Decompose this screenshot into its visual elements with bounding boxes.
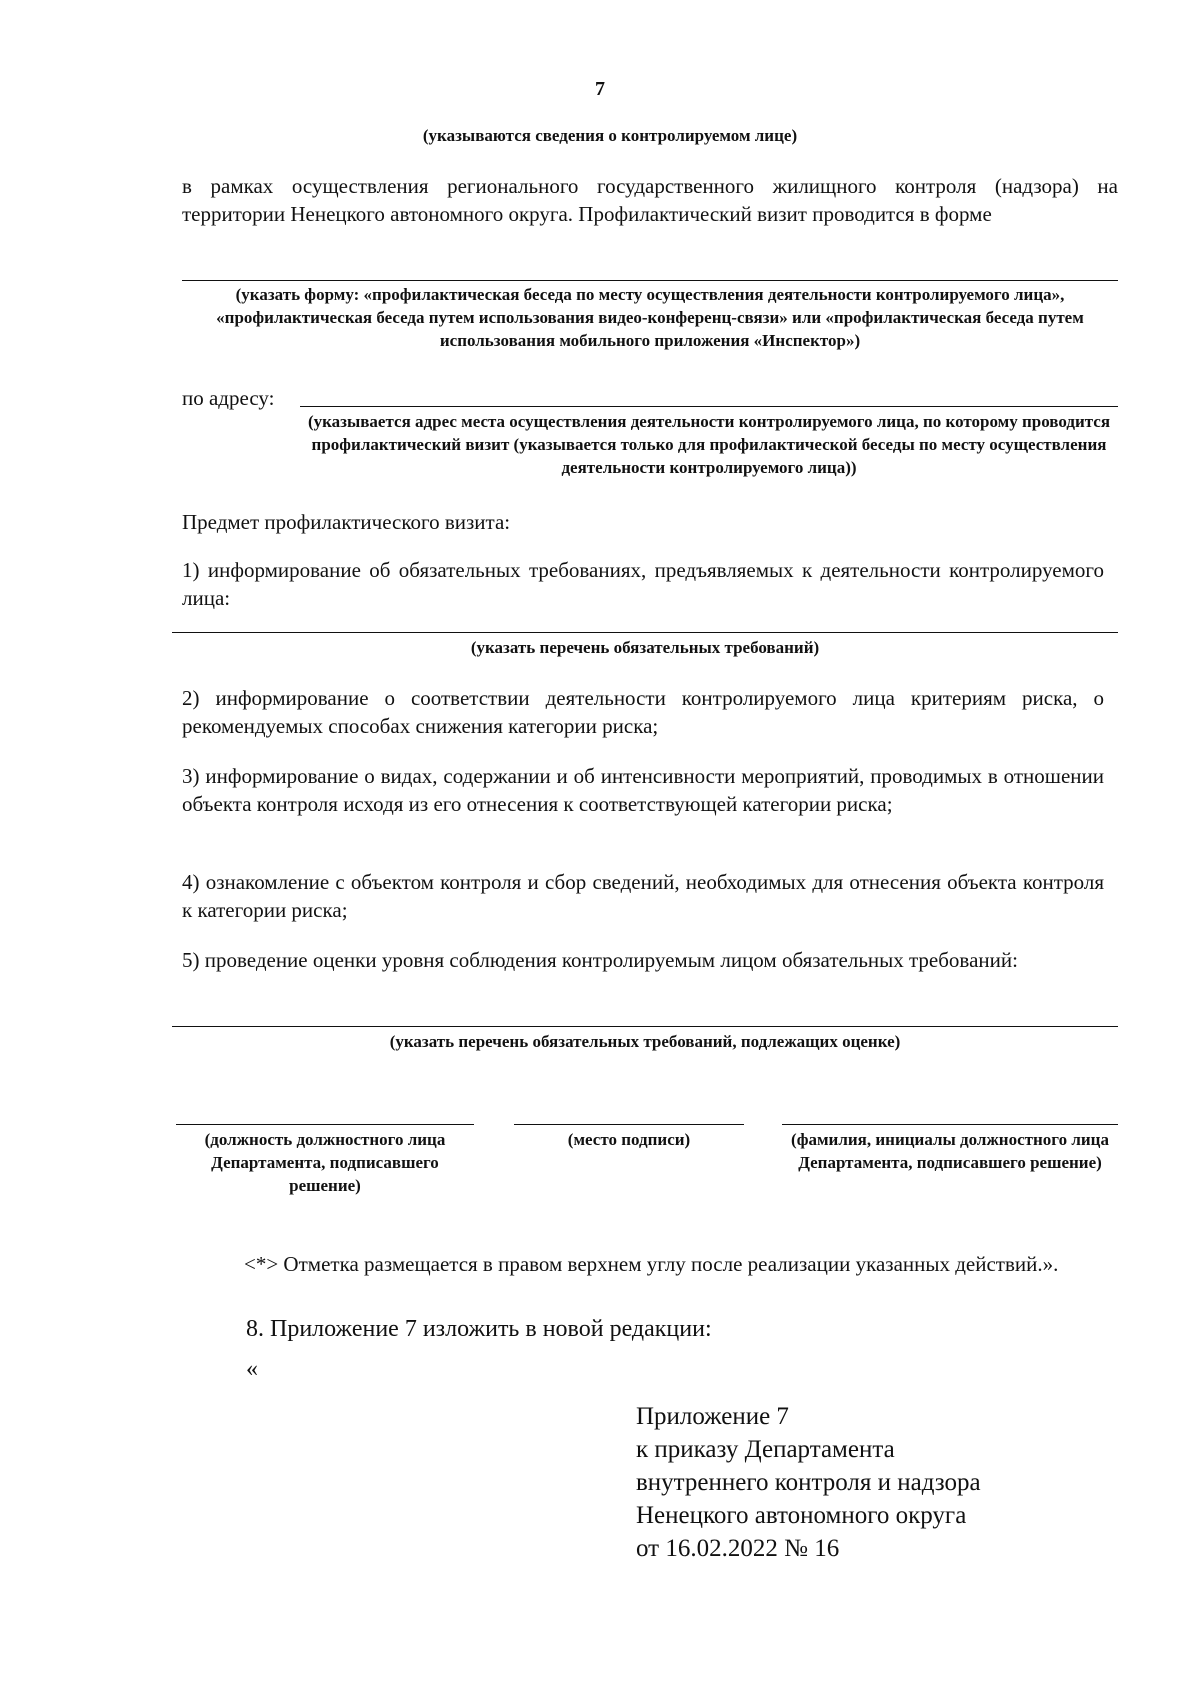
intro-paragraph: в рамках осуществления регионального государственного жилищного контроля (надзора) на территории Ненецкого автономного округа. Профилактический визит проводится в форме: [182, 174, 1118, 226]
item5-caption: (указать перечень обязательных требований, подлежащих оценке): [389, 1032, 901, 1051]
sign-position-rule: [176, 1124, 474, 1125]
amendment-8: 8. Приложение 7 изложить в новой редакции:: [246, 1316, 712, 1342]
form-caption: (указать форму: «профилактическая беседа по месту осуществления деятельности контролируемого лица», «профилактическая беседа путем использования видео-конференц-связи» или «профилактическая беседа путем использования мобильного приложения «Инспектор»): [216, 285, 1084, 350]
appendix-line-1: Приложение 7: [636, 1403, 789, 1430]
open-quote: «: [246, 1356, 258, 1382]
appendix-block: [636, 1400, 1106, 1565]
appendix-line-4: Ненецкого автономного округа: [636, 1502, 967, 1529]
address-label: по адресу:: [182, 386, 275, 410]
item1-caption: (указать перечень обязательных требований): [470, 638, 820, 657]
item5-rule: [172, 1026, 1118, 1027]
address-caption: (указывается адрес места осуществления деятельности контролируемого лица, по которому проводится профилактический визит (указывается только для профилактической беседы по месту осуществления деятельности контролируемого лица)): [307, 412, 1111, 477]
sign-name-rule: [782, 1124, 1118, 1125]
item-5: 5) проведение оценки уровня соблюдения контролируемым лицом обязательных требований:: [182, 948, 1018, 972]
item-1: 1) информирование об обязательных требованиях, предъявляемых к деятельности контролируемого лица:: [182, 558, 1104, 610]
form-rule: [182, 280, 1118, 281]
page-number: 7: [595, 78, 605, 100]
item1-rule: [172, 632, 1118, 633]
address-rule: [300, 406, 1118, 407]
appendix-line-2: к приказу Департамента: [636, 1436, 895, 1463]
footnote: <*> Отметка размещается в правом верхнем углу после реализации указанных действий.».: [244, 1252, 1059, 1276]
sign-name-caption: (фамилия, инициалы должностного лица Департамента, подписавшего решение): [791, 1130, 1109, 1172]
sign-place-rule: [514, 1124, 744, 1125]
item-4: 4) ознакомление с объектом контроля и сбор сведений, необходимых для отнесения объекта контроля к категории риска;: [182, 870, 1104, 922]
item-2: 2) информирование о соответствии деятельности контролируемого лица критериям риска, о рекомендуемых способах снижения категории риска;: [182, 686, 1104, 738]
appendix-line-3: внутреннего контроля и надзора: [636, 1469, 981, 1496]
controlled-person-caption: (указываются сведения о контролируемом лице): [422, 126, 798, 145]
item-3: 3) информирование о видах, содержании и об интенсивности мероприятий, проводимых в отношении объекта контроля исходя из его отнесения к соответствующей категории риска;: [182, 764, 1104, 816]
subject-heading: Предмет профилактического визита:: [182, 510, 511, 534]
sign-place-caption: (место подписи): [567, 1130, 691, 1149]
appendix-line-5: от 16.02.2022 № 16: [636, 1535, 840, 1562]
sign-position-caption: (должность должностного лица Департамента, подписавшего решение): [204, 1130, 446, 1195]
